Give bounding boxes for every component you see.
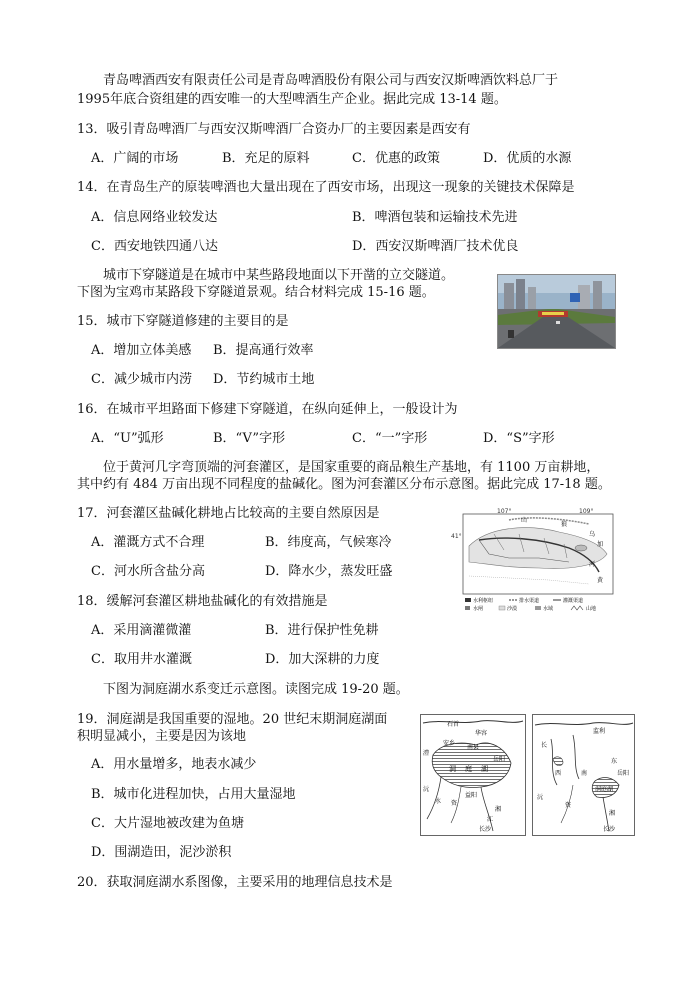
legend-water-icon — [535, 606, 541, 610]
q19-option-c[interactable]: C．大片湿地被改建为鱼塘 — [91, 816, 244, 831]
right-map-label-changsha: 长沙 — [603, 826, 616, 833]
map-label-wu: 乌 — [589, 531, 596, 538]
map-lon-109: 109° — [579, 508, 594, 515]
q15-option-b[interactable]: B．提高通行效率 — [213, 343, 314, 358]
q16-option-d[interactable]: D．“S”字形 — [483, 431, 555, 446]
left-map-label-yiyang: 益阳 — [465, 792, 478, 799]
q15-option-c[interactable]: C．减少城市内涝 — [91, 372, 192, 387]
tunnel-scene-image — [498, 275, 615, 348]
intro-2-line-2: 下图为宝鸡市某路段下穿隧道景观。结合材料完成 15-16 题。 — [77, 285, 435, 300]
legend-hub: 水利枢纽 — [473, 598, 494, 604]
question-15-stem: 15．城市下穿隧道修建的主要目的是 — [77, 314, 289, 329]
left-map-label-shui: 水 — [435, 798, 442, 805]
q15-option-d[interactable]: D．节约城市土地 — [213, 372, 315, 387]
intro-3-line-1: 位于黄河几字弯顶端的河套灌区，是国家重要的商品粮生产基地，有 1100 万亩耕地， — [103, 460, 600, 475]
intro-1-line-1: 青岛啤酒西安有限责任公司是青岛啤酒股份有限公司与西安汉斯啤酒饮料总厂于 — [103, 73, 559, 88]
legend-mountain-icon — [571, 606, 583, 610]
hetao-irrigation-map — [449, 506, 619, 614]
left-map-label-nanxian: 南县 — [467, 744, 480, 751]
q14-option-b[interactable]: B．啤酒包装和运输技术先进 — [352, 210, 518, 225]
q13-option-c[interactable]: C．优惠的政策 — [352, 151, 440, 166]
right-map-label-yuan: 沅 — [537, 794, 544, 801]
legend-water: 水域 — [543, 606, 554, 612]
q17-option-b[interactable]: B．纬度高，气候寒冷 — [265, 535, 392, 550]
right-map-label-xiang: 湘 — [609, 810, 616, 817]
question-13-stem: 13．吸引青岛啤酒厂与西安汉斯啤酒厂合资办厂的主要因素是西安有 — [77, 122, 471, 137]
intro-4-line-1: 下图为洞庭湖水系变迁示意图。读图完成 19-20 题。 — [103, 682, 409, 697]
q16-option-a[interactable]: A．“U”弧形 — [91, 431, 164, 446]
left-map-label-xiang: 湘 — [495, 806, 502, 813]
intro-2-line-1: 城市下穿隧道是在城市中某些路段地面以下开凿的立交隧道。 — [103, 268, 455, 283]
legend-canal: 灌溉渠道 — [563, 598, 584, 604]
question-18-stem: 18．缓解河套灌区耕地盐碱化的有效措施是 — [77, 594, 328, 609]
legend-sluice: 水闸 — [473, 606, 484, 612]
q14-option-c[interactable]: C．西安地铁四通八达 — [91, 239, 218, 254]
q17-option-d[interactable]: D．降水少，蒸发旺盛 — [265, 564, 393, 579]
q18-option-d[interactable]: D．加大深耕的力度 — [265, 652, 380, 667]
q17-option-a[interactable]: A．灌溉方式不合理 — [91, 535, 205, 550]
q18-option-c[interactable]: C．取用井水灌溉 — [91, 652, 192, 667]
q19-option-a[interactable]: A．用水量增多，地表水减少 — [91, 757, 257, 772]
q17-option-c[interactable]: C．河水所含盐分高 — [91, 564, 205, 579]
legend-drain: 排水渠道 — [519, 598, 540, 604]
left-map-label-jiang: 江 — [487, 816, 494, 823]
map-label-he: 河 — [589, 561, 596, 568]
right-map-label-nan: 南 — [581, 770, 588, 777]
map-label-huang: 黄 — [597, 577, 604, 584]
question-20-stem: 20．获取洞庭湖水系图像，主要采用的地理信息技术是 — [77, 875, 393, 890]
dongting-map-after — [532, 714, 635, 836]
q19-option-b[interactable]: B．城市化进程加快，占用大量湿地 — [91, 787, 296, 802]
left-map-label-yueyang: 岳阳 — [493, 756, 506, 763]
map-label-jia: 加 — [597, 541, 604, 548]
left-map-label-hu: 湖 — [481, 765, 488, 773]
q19-option-d[interactable]: D．围湖造田，泥沙淤积 — [91, 845, 232, 860]
left-map-label-ting: 庭 — [465, 765, 472, 773]
legend-desert: 沙漠 — [507, 606, 518, 612]
intro-1-line-2: 1995年底合资组建的西安唯一的大型啤酒生产企业。据此完成 13-14 题。 — [77, 92, 507, 107]
right-map-label-jianli: 监利 — [593, 728, 606, 735]
map-label-shan: 山 — [521, 517, 528, 524]
right-map-label-chang: 长 — [541, 742, 548, 749]
map-label-lang: 狼 — [561, 521, 568, 528]
q13-option-b[interactable]: B．充足的原料 — [222, 151, 310, 166]
left-map-label-anxiang: 安乡 — [443, 740, 456, 747]
left-map-label-changsha: 长沙 — [479, 826, 492, 833]
question-19-stem-line-2: 积明显减小，主要是因为该地 — [77, 729, 247, 744]
q15-option-a[interactable]: A．增加立体美感 — [91, 343, 192, 358]
q18-option-a[interactable]: A．采用滴灌微灌 — [91, 623, 192, 638]
right-map-label-dong: 东 — [611, 758, 618, 765]
q14-option-d[interactable]: D．西安汉斯啤酒厂技术优良 — [352, 239, 519, 254]
question-19-stem-line-1: 19．洞庭湖是我国重要的湿地。20 世纪末期洞庭湖面 — [77, 712, 388, 727]
left-map-label-shishou: 石首 — [447, 721, 460, 728]
dongting-map-before — [420, 714, 526, 836]
left-map-label-li: 澧 — [423, 750, 430, 757]
q13-option-a[interactable]: A．广阔的市场 — [91, 151, 179, 166]
legend-sluice-icon — [465, 606, 470, 610]
left-map-label-yuan: 沅 — [423, 786, 430, 793]
map-lon-107: 107° — [497, 508, 512, 515]
legend-hub-icon — [465, 598, 471, 602]
right-map-label-dongtinghu: 洞庭湖 — [595, 786, 614, 793]
tunnel-photo — [497, 274, 616, 349]
q13-option-d[interactable]: D．优质的水源 — [483, 151, 572, 166]
question-17-stem: 17．河套灌区盐碱化耕地占比较高的主要自然原因是 — [77, 506, 380, 521]
question-14-stem: 14．在青岛生产的原装啤酒也大量出现在了西安市场，出现这一现象的关键技术保障是 — [77, 180, 575, 195]
left-map-label-huarong: 华容 — [475, 730, 488, 737]
left-map-label-zi: 资 — [451, 800, 458, 807]
legend-desert-icon — [499, 606, 505, 610]
legend-mountain: 山地 — [586, 606, 597, 612]
right-map-label-xi: 西 — [555, 770, 562, 777]
question-16-stem: 16．在城市平坦路面下修建下穿隧道，在纵向延伸上，一般设计为 — [77, 402, 458, 417]
right-map-label-yueyang: 岳阳 — [617, 770, 630, 777]
intro-3-line-2: 其中约有 484 万亩出现不同程度的盐碱化。图为河套灌区分布示意图。据此完成 17-18 题。 — [77, 477, 611, 492]
q16-option-b[interactable]: B．“V”字形 — [213, 431, 286, 446]
q14-option-a[interactable]: A．信息网络业较发达 — [91, 210, 218, 225]
left-map-label-dong: 洞 — [449, 765, 456, 773]
q16-option-c[interactable]: C．“一”字形 — [352, 431, 428, 446]
map-lat-41: 41° — [451, 533, 462, 540]
q18-option-b[interactable]: B．进行保护性免耕 — [265, 623, 379, 638]
right-map-label-zi: 资 — [565, 802, 572, 809]
